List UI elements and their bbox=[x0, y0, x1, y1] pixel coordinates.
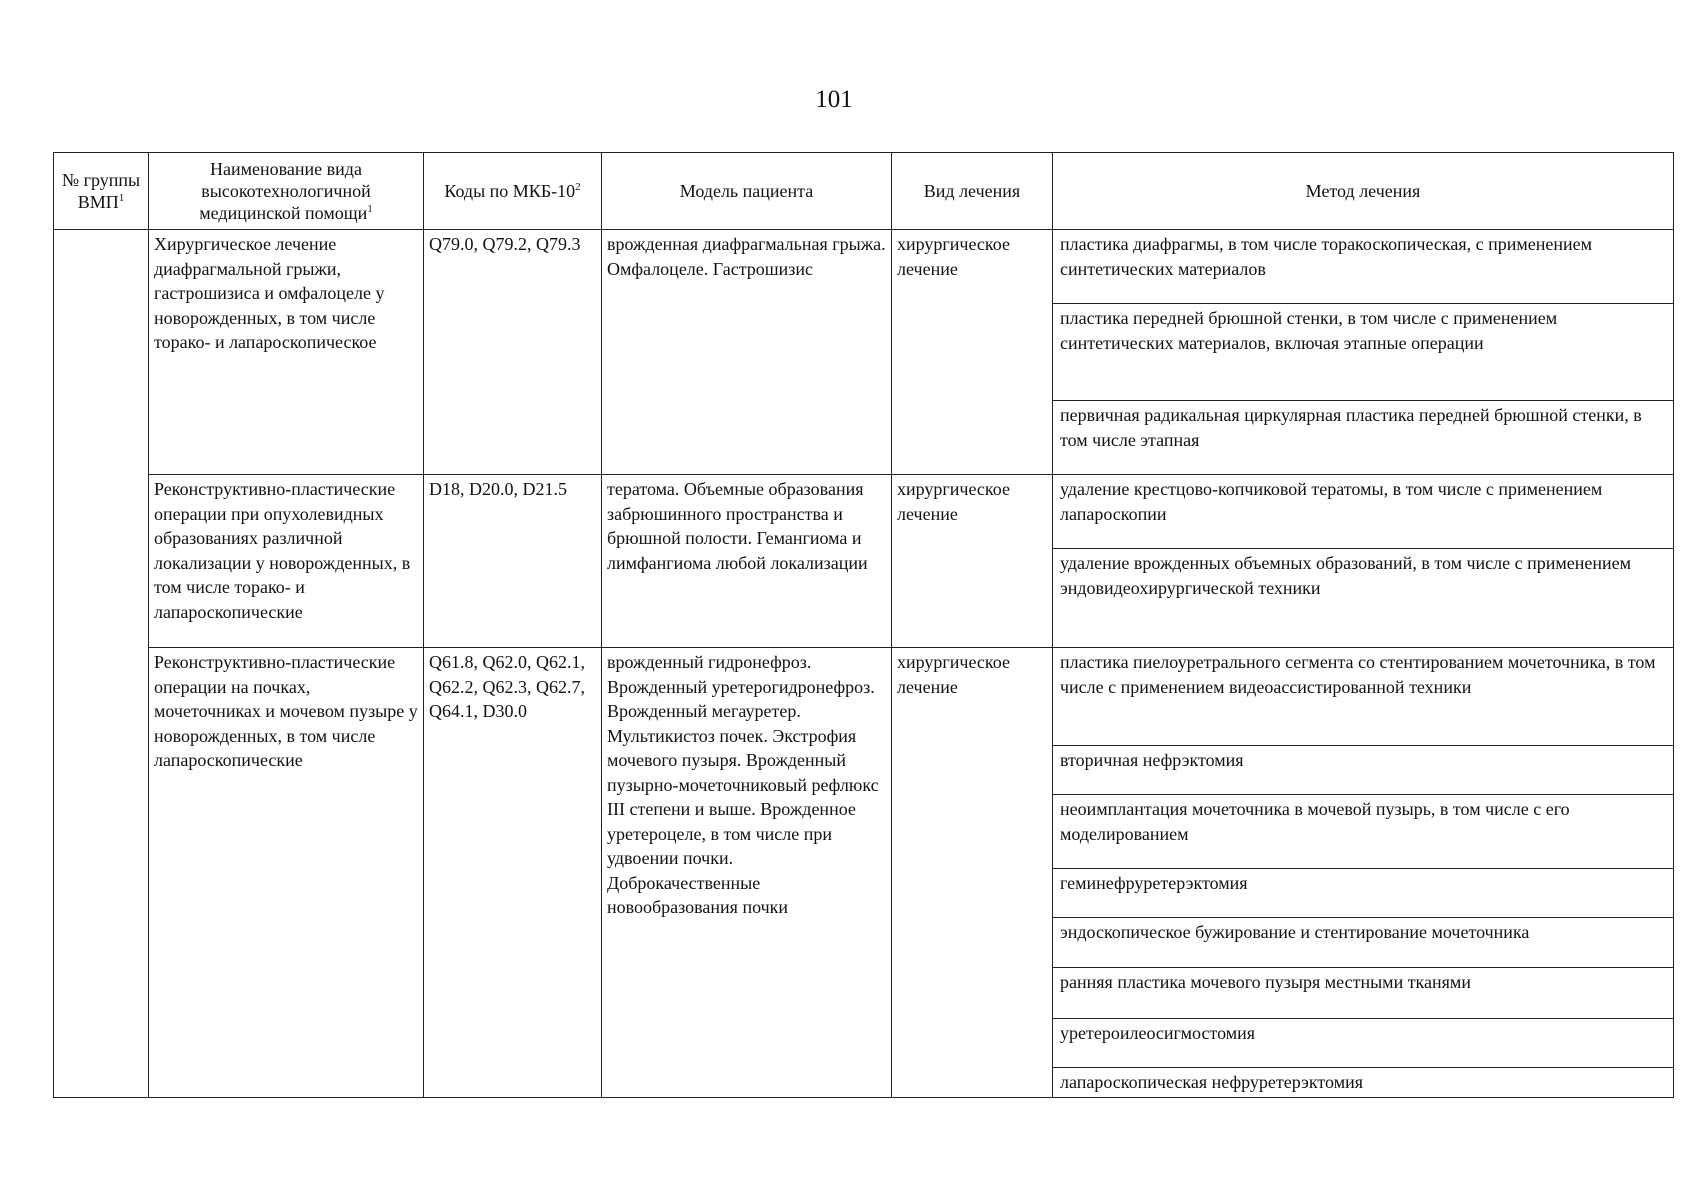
treatment-method: ранняя пластика мочевого пузыря местными тканями bbox=[1053, 968, 1674, 1019]
vmp-table bbox=[53, 152, 1674, 1098]
treatment-method: вторичная нефрэктомия bbox=[1053, 746, 1674, 795]
treatment-method: геминефруретерэктомия bbox=[1053, 869, 1674, 918]
treatment-method: удаление крестцово-копчиковой тератомы, в том числе с применением лапароскопии bbox=[1053, 475, 1674, 549]
header-name: Наименование вида высокотехнологичной медицинской помощи$^1$ bbox=[149, 153, 424, 230]
group-name: Реконструктивно-пластические операции при опухолевидных образованиях различной локализации у новорожденных, в том числе торако- и лапароскопические bbox=[149, 475, 424, 648]
icd-codes: D18, D20.0, D21.5 bbox=[424, 475, 602, 648]
treatment-type: хирургическое лечение bbox=[892, 230, 1053, 475]
header-patient-model: Модель пациента bbox=[602, 153, 892, 230]
icd-codes: Q79.0, Q79.2, Q79.3 bbox=[424, 230, 602, 475]
header-treatment-type: Вид лечения bbox=[892, 153, 1053, 230]
treatment-method: пластика передней брюшной стенки, в том числе с применением синтетических материалов, включая этапные операции bbox=[1053, 304, 1674, 401]
treatment-method: лапароскопическая нефруретерэктомия bbox=[1053, 1068, 1674, 1098]
treatment-method: эндоскопическое бужирование и стентирование мочеточника bbox=[1053, 918, 1674, 968]
header-row bbox=[54, 153, 1674, 230]
treatment-method: пластика диафрагмы, в том числе торакоскопическая, с применением синтетических материалов bbox=[1053, 230, 1674, 304]
page-number: 101 bbox=[815, 86, 853, 113]
header-codes: Коды по МКБ-$10^2$ bbox=[424, 153, 602, 230]
treatment-method: удаление врожденных объемных образований, в том числе с применением эндовидеохирургической техники bbox=[1053, 549, 1674, 648]
patient-model: тератома. Объемные образования забрюшинного пространства и брюшной полости. Гемангиома и лимфангиома любой локализации bbox=[602, 475, 892, 648]
table-row bbox=[54, 230, 1674, 304]
icd-codes: Q61.8, Q62.0, Q62.1, Q62.2, Q62.3, Q62.7, Q64.1, D30.0 bbox=[424, 648, 602, 1098]
treatment-method: уретероилеосигмостомия bbox=[1053, 1019, 1674, 1068]
treatment-method: неоимплантация мочеточника в мочевой пузырь, в том числе с его моделированием bbox=[1053, 795, 1674, 869]
table-row bbox=[54, 648, 1674, 746]
header-treatment-method: Метод лечения bbox=[1053, 153, 1674, 230]
group-name: Реконструктивно-пластические операции на почках, мочеточниках и мочевом пузыре у новорожденных, в том числе лапароскопические bbox=[149, 648, 424, 1098]
header-group-no: № группы ВМП$^1$ bbox=[54, 153, 149, 230]
group-number-cell bbox=[54, 230, 149, 1098]
table-row bbox=[54, 475, 1674, 549]
treatment-method: первичная радикальная циркулярная пластика передней брюшной стенки, в том числе этапная bbox=[1053, 401, 1674, 475]
treatment-type: хирургическое лечение bbox=[892, 475, 1053, 648]
patient-model: врожденный гидронефроз. Врожденный уретерогидронефроз. Врожденный мегауретер. Мультикистоз почек. Экстрофия мочевого пузыря. Врожденный пузырно-мочеточниковый рефлюкс III степени и выше. Врожденное уретероцеле, в том числе при удвоении почки. Доброкачественные новообразования почки bbox=[602, 648, 892, 1098]
treatment-method: пластика пиелоуретрального сегмента со стентированием мочеточника, в том числе с применением видеоассистированной техники bbox=[1053, 648, 1674, 746]
treatment-type: хирургическое лечение bbox=[892, 648, 1053, 1098]
group-name: Хирургическое лечение диафрагмальной грыжи, гастрошизиса и омфалоцеле у новорожденных, в том числе торако- и лапароскопическое bbox=[149, 230, 424, 475]
patient-model: врожденная диафрагмальная грыжа. Омфалоцеле. Гастрошизис bbox=[602, 230, 892, 475]
